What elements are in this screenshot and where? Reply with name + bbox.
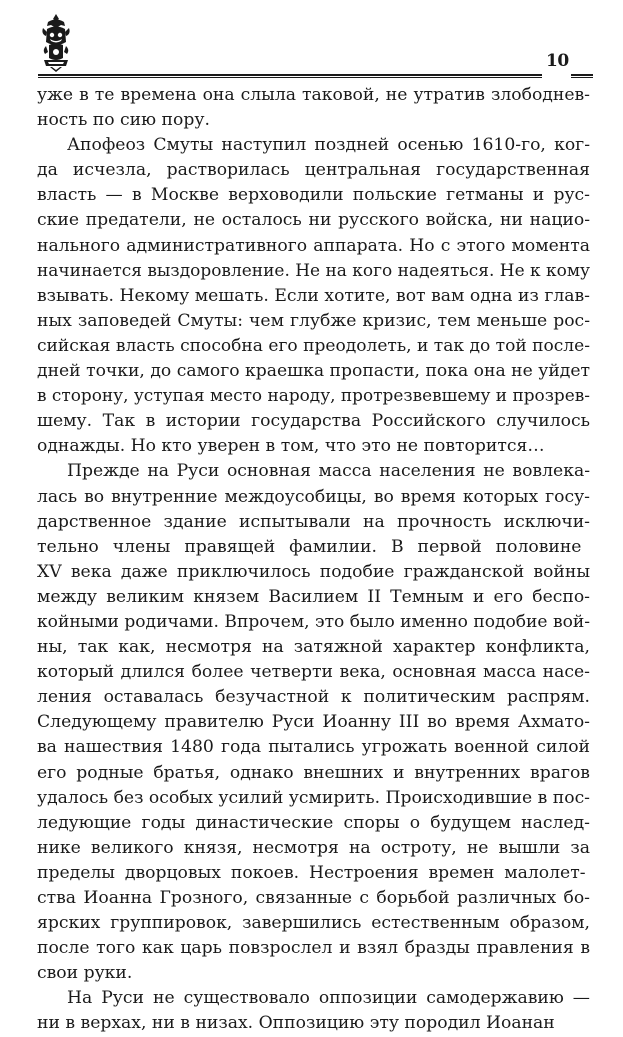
text-line: ни в верхах, ни в низах. Оппозицию эту породил Иоанан (37, 1013, 555, 1034)
text-line: ледующие годы династические споры о будущем наслед- (37, 812, 590, 833)
text-line: дарственное здание испытывали на прочность исключи- (37, 511, 590, 532)
text-line: нике великого князя, несмотря на остроту, не вышли за (37, 837, 590, 858)
text-line: между великим князем Василием II Темным и его беспо- (37, 586, 590, 607)
text-line: однажды. Но кто уверен в том, что это не повторится… (37, 436, 545, 457)
text-line: удалось без особых усилий усмирить. Происходившие в пос- (37, 787, 590, 808)
paragraph (37, 83, 590, 133)
text-line: ские предатели, не осталось ни русского войска, ни нацио- (37, 210, 590, 231)
text-line: ны, так как, несмотря на затяжной характер конфликта, (37, 637, 590, 658)
text-line: лась во внутренние междоусобицы, во время которых госу- (37, 486, 590, 507)
text-line: после того как царь повзрослел и взял бразды правления в (37, 938, 590, 959)
body-text (37, 83, 590, 1037)
text-line: сийская власть способна его преодолеть, и так до той после- (37, 335, 590, 356)
text-line: шему. Так в истории государства Российского случилось (37, 411, 590, 432)
text-line: да исчезла, растворилась центральная государственная (37, 160, 590, 181)
decorative-crest-icon (38, 12, 74, 74)
header-rule-right (571, 74, 593, 78)
text-line: в сторону, уступая место народу, протрезвевшему и прозрев- (37, 386, 590, 407)
text-line: ства Иоанна Грозного, связанные с борьбой различных бо- (37, 888, 590, 908)
text-line: его родные братья, однако внешних и внутренних врагов (37, 762, 590, 783)
text-line: ярских группировок, завершились естественным образом, (37, 913, 590, 934)
paragraph (37, 133, 590, 459)
text-line: власть — в Москве верховодили польские гетманы и рус- (37, 185, 590, 206)
text-line: Прежде на Руси основная масса населения не вовлека- (67, 461, 590, 482)
header-rule (38, 74, 542, 78)
page-header (0, 0, 623, 80)
text-line: который длился более четверти века, основная масса насе- (37, 662, 590, 683)
text-line: взывать. Некому мешать. Если хотите, вот вам одна из глав- (37, 285, 590, 306)
page-number: 10 (546, 51, 569, 71)
text-line: нального административного аппарата. Но с этого момента (37, 235, 590, 256)
text-line: ва нашествия 1480 года пытались угрожать военной силой (37, 737, 590, 758)
text-line: свои руки. (37, 963, 133, 984)
text-line: На Руси не существовало оппозиции самодержавию — (67, 988, 590, 1009)
text-line: уже в те времена она слыла таковой, не утратив злободнев- (37, 85, 590, 105)
text-line: ления оставалась безучастной к политическим распрям. (37, 687, 590, 708)
text-line: пределы дворцовых покоев. Нестроения времен малолет- (37, 862, 586, 883)
text-line: Следующему правителю Руси Иоанну III во время Ахмато- (37, 712, 590, 733)
paragraph (37, 459, 590, 986)
text-line: тельно члены правящей фамилии. В первой половине (37, 536, 582, 557)
text-line: койными родичами. Впрочем, это было именно подобие вой- (37, 611, 590, 632)
text-line: ных заповедей Смуты: чем глубже кризис, тем меньше рос- (37, 310, 590, 331)
text-line: дней точки, до самого краешка пропасти, пока она не уйдет (37, 361, 590, 382)
text-line: Апофеоз Смуты наступил поздней осенью 1610-го, ког- (67, 135, 590, 156)
text-line: XV века даже приключилось подобие гражданской войны (37, 561, 590, 582)
text-line: ность по сию пору. (37, 110, 210, 131)
paragraph (37, 986, 590, 1036)
text-line: начинается выздоровление. Не на кого надеяться. Не к кому (37, 260, 590, 281)
